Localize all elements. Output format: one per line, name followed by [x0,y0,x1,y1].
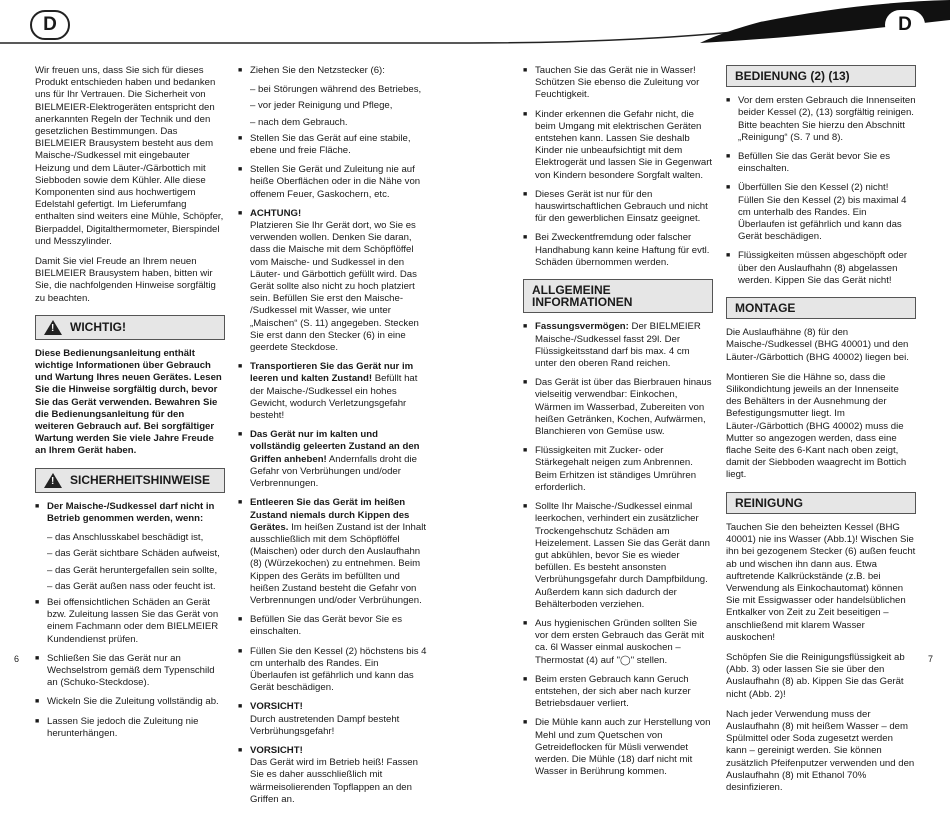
list-item: ■ Ziehen Sie den Netzstecker (6): [238,65,428,77]
reinigung-text-2: Schöpfen Sie die Reinigungsflüssigkeit ab (Abb. 3) oder lassen Sie sie über den Auslaufhahn (8) ab. Kippen Sie das Gerät nicht (Abb. 2)! [726,651,905,700]
list-item: ■ Vor dem ersten Gebrauch die Innenseiten beider Kessel (2), (13) sorgfältig reinigen. Bitte beachten Sie hierzu den Abschnitt „Reinigung“ (S. 7 und 8). [726,95,916,144]
list-item: – das Gerät außen nass oder feucht ist. [47,580,216,592]
list-item: ■ Beim ersten Gebrauch kann Geruch entstehen, der sich aber nach kurzer Betriebsdauer verliert. [523,674,713,711]
language-tab-right: D [885,10,925,40]
warning-icon: ! [44,320,62,335]
list-item: ■ Die Mühle kann auch zur Herstellung von Mehl und zum Quetschen von Getreideflocken für Müsli verwendet werden. Die Mühle (18) darf nicht mit Wasser in Berührung kommen. [523,717,713,778]
list-item: – das Gerät sichtbare Schäden aufweist, [47,548,220,560]
list-item: – das Gerät heruntergefallen sein sollte, [47,564,218,576]
list-item: ■ Das Gerät nur im kalten und vollständig geleerten Zustand an den Griffen anheben! Andernfalls droht die Gefahr von Verbrühungen und/oder Verbrennungen. [238,429,428,490]
list-item: ■ Flüssigkeiten mit Zucker- oder Stärkegehalt neigen zum Anbrennen. Beim Erhitzen ist ständiges Umrühren erforderlich. [523,445,713,494]
list-item: ■ Füllen Sie den Kessel (2) höchstens bis 4 cm unterhalb des Randes. Ein Überlaufen ist gefährlich und kann das Gerät beschädigen. [238,646,428,695]
list-item: – vor jeder Reinigung und Pflege, [250,100,393,112]
montage-text: Die Auslaufhähne (8) für den Maische-/Sudkessel (BHG 40001) und den Läuter-/Gärbottich (BHG 40002) liegen bei. [726,327,909,363]
list-item: ■ Dieses Gerät ist nur für den hauswirtschaftlichen Gebrauch und nicht für den gewerblichen Einsatz geeignet. [523,189,713,226]
list-item: ■ Entleeren Sie das Gerät im heißen Zustand niemals durch Kippen des Gerätes. Im heißen Zustand ist der Inhalt ausschließlich mit dem Schöpflöffel (Maischen) oder durch den Auslaufhahn (8) (Würzekochen) zu entnehmen. Beim Kippen des Geräts im befüllten und heißen Zustand besteht die Gefahr von Verbrennungen und/oder Verbrühungen. [238,497,428,607]
heading-montage: MONTAGE [726,297,916,319]
column-4 [726,65,916,802]
list-item: ■ Transportieren Sie das Gerät nur im leeren und kalten Zustand! Befüllt hat der Maische-/Sudkessel ein hohes Gewicht, wodurch Verletzungsgefahr besteht! [238,361,428,422]
heading-wichtig: ! WICHTIG! [35,315,225,340]
list-item: ■ Sollte Ihr Maische-/Sudkessel einmal leerkochen, verhindert ein zusätzlicher Trockengehschutz Schäden am Heizelement. Lassen Sie das Gerät dann gut abkühlen, bevor Sie es wieder befüllen. Es besteht ansonsten Verbrühungsgefahr durch Dampfbildung. Außerdem kann sich dadurch der Behälterboden verziehen. [523,501,713,611]
list-item: – nach dem Gebrauch. [250,116,348,128]
list-item: ■ Überfüllen Sie den Kessel (2) nicht! Füllen Sie den Kessel (2) bis maximal 4 cm unterhalb des Randes. Ein Überlaufen ist gefährlich und kann das Gerät beschädigen. [726,182,916,243]
page-number-right: 7 [928,654,934,664]
list-item: – bei Störungen während des Betriebes, [250,84,422,96]
intro-paragraph-2: Damit Sie viel Freude an Ihrem neuen BIELMEIER Brausystem haben, bitten wir Sie, die nachfolgenden Hinweise sorgfältig zu beachten. [35,256,216,304]
list-item: ■ Befüllen Sie das Gerät bevor Sie es einschalten. [726,151,916,175]
list-item: ■ Kinder erkennen die Gefahr nicht, die beim Umgang mit elektrischen Geräten entstehen kann. Lassen Sie deshalb Kinder nie unbeaufsichtigt mit dem Elektrogerät und lassen Sie in Gegenwart von Kindern besondere Sorgfalt walten. [523,109,713,182]
column-1 [35,65,225,747]
list-item: ■ Stellen Sie das Gerät auf eine stabile, ebene und freie Fläche. [238,133,428,157]
reinigung-text: Tauchen Sie den beheizten Kessel (BHG 40001) nie ins Wasser (Abb.1)! Wischen Sie ihn bei gezogenem Stecker (6) außen feucht ab und wischen ihn dann aus. Etwa auftretende Kalkrückstände (z.B. bei Verwendung als Einkochautomat) können Sie mit Essigwasser oder handelsüblichen Entkalker von Zeit zu Zeit beseitigen – anschließend mit klarem Wasser auskochen! [726,521,916,643]
list-item: ■ Schließen Sie das Gerät nur an Wechselstrom gemäß dem Typenschild an (Schuko-Steckdose). [35,653,225,690]
list-item: ■ Das Gerät ist über das Bierbrauen hinaus vielseitig verwendbar: Einkochen, Wärmen im Wasserbad, Zubereiten von heißen Getränken, Kochen, Aufwärmen, Blanchieren von Gemüse usw. [523,377,713,438]
list-item: ■ Flüssigkeiten müssen abgeschöpft oder über den Auslaufhahn (8) abgelassen werden. Kippen Sie das Gerät nicht! [726,250,916,287]
warning-icon: ! [44,473,62,488]
column-3 [523,65,713,785]
heading-allgemeine-informationen: ALLGEMEINE INFORMATIONEN [523,279,713,313]
list-item: ■ Lassen Sie jedoch die Zuleitung nie herunterhängen. [35,716,225,740]
montage-text-2: Montieren Sie die Hähne so, dass die Silikondichtung jeweils an der Innenseite des Behälters in der Ausnehmung der Befestigungsmutter liegt. Im Läuter-/Gärbottich (BHG 40002) muss die Mutter so angezogen werden, dass eine flache Seite des 6-Kant nach oben zeigt, damit der Siebboden waagrecht im Bottich liegt. [726,371,907,481]
language-tab-left: D [30,10,70,40]
list-item: ■ VORSICHT! Durch austretenden Dampf besteht Verbrühungsgefahr! [238,701,428,738]
heading-reinigung: REINIGUNG [726,492,916,514]
list-item: ■ Der Maische-/Sudkessel darf nicht in Betrieb genommen werden, wenn: [35,501,225,525]
page-number-left: 6 [14,654,20,664]
heading-bedienung: BEDIENUNG (2) (13) [726,65,916,87]
list-item: ■ VORSICHT! Das Gerät wird im Betrieb heiß! Fassen Sie es daher ausschließlich mit wärmeisolierenden Topflappen an den Griffen an. [238,745,428,806]
heading-sicherheitshinweise: ! SICHERHEITSHINWEISE [35,468,225,493]
list-item: – das Anschlusskabel beschädigt ist, [47,532,204,544]
list-item: ■ Wickeln Sie die Zuleitung vollständig ab. [35,696,225,708]
list-item: ■ Befüllen Sie das Gerät bevor Sie es einschalten. [238,614,428,638]
wichtig-text: Diese Bedienungsanleitung enthält wichtige Informationen über Gebrauch und Wartung Ihres neuen Gerätes. Lesen Sie die Hinweise sorgfältig durch, bevor Sie das Gerät verwenden. Bewahren Sie die Bedienungsanleitung für den weiteren Gebrauch auf. Bei sorgfältiger Wartung werden Sie viele Jahre Freude an Ihrem Gerät haben. [35,347,222,457]
list-item: ■ ACHTUNG! Platzieren Sie Ihr Gerät dort, wo Sie es verwenden wollen. Denken Sie daran, dass die Maische mit dem Schöpflöffel vom Maische- und Sudkessel in den Läuter- und Gärbottich gefüllt wird. Das Gerät sollte also nicht zu hoch platziert sein. Befüllen Sie erst den Maische- /Sudkessel mit Wasser, wie unter „Maischen“ (S. 11) angegeben. Stecken Sie erst dann den Stecker (6) in eine geerdete Steckdose. [238,208,428,354]
list-item: ■ Aus hygienischen Gründen sollten Sie vor dem ersten Gebrauch das Gerät mit ca. 6l Wasser einmal auskochen – Thermostat (4) auf "◯" stellen. [523,618,713,667]
list-item: ■ Bei offensichtlichen Schäden an Gerät bzw. Zuleitung lassen Sie das Gerät von einem Fachmann oder dem BIELMEIER Kundendienst prüfen. [35,597,225,646]
intro-paragraph: Wir freuen uns, dass Sie sich für dieses Produkt entschieden haben und bedanken uns für Ihr Vertrauen. Die Sicherheit von BIELMEIER-Elektrogeräten entspricht den anerkannten Regeln der Technik und den gesetzlichen Bestimmungen. Das BIELMEIER Brausystem besteht aus dem Maische-/Sudkessel mit eingebauter Heizung und dem Läuter-/Gärbottich mit Siebboden sowie dem Kühler. Alle diese Komponenten sind aus hochwertigem Edelstahl gefertigt. Im Lieferumfang enthalten sind weiters eine Mühle, Schöpfer, Bierpaddel, Digitalthermometer, Bierspindel und Messzylinder. [35,65,224,247]
list-item: ■ Stellen Sie Gerät und Zuleitung nie auf heiße Oberflächen oder in die Nähe von offenem Feuer, Gaskochern, etc. [238,164,428,201]
reinigung-text-3: Nach jeder Verwendung muss der Auslaufhahn (8) mit heißem Wasser – dem Spülmittel oder Soda zugesetzt werden kann – gereinigt werden. Sie können zusätzlich Pfeifenputzer verwenden und den Auslaufhahn (8) mit Ethanol 70% desinfizieren. [726,708,915,793]
list-item: ■ Bei Zweckentfremdung oder falscher Handhabung kann keine Haftung für evtl. Schäden übernommen werden. [523,232,713,269]
list-item: ■ Tauchen Sie das Gerät nie in Wasser! Schützen Sie ebenso die Zuleitung vor Feuchtigkeit. [523,65,713,102]
column-2 [238,65,428,813]
list-item: ■ Fassungsvermögen: Der BIELMEIER Maische-/Sudkessel fasst 29l. Der Flüssigkeitsstand darf bis max. 4 cm unter den oberen Rand reichen. [523,321,713,370]
header-swoosh [0,0,950,50]
